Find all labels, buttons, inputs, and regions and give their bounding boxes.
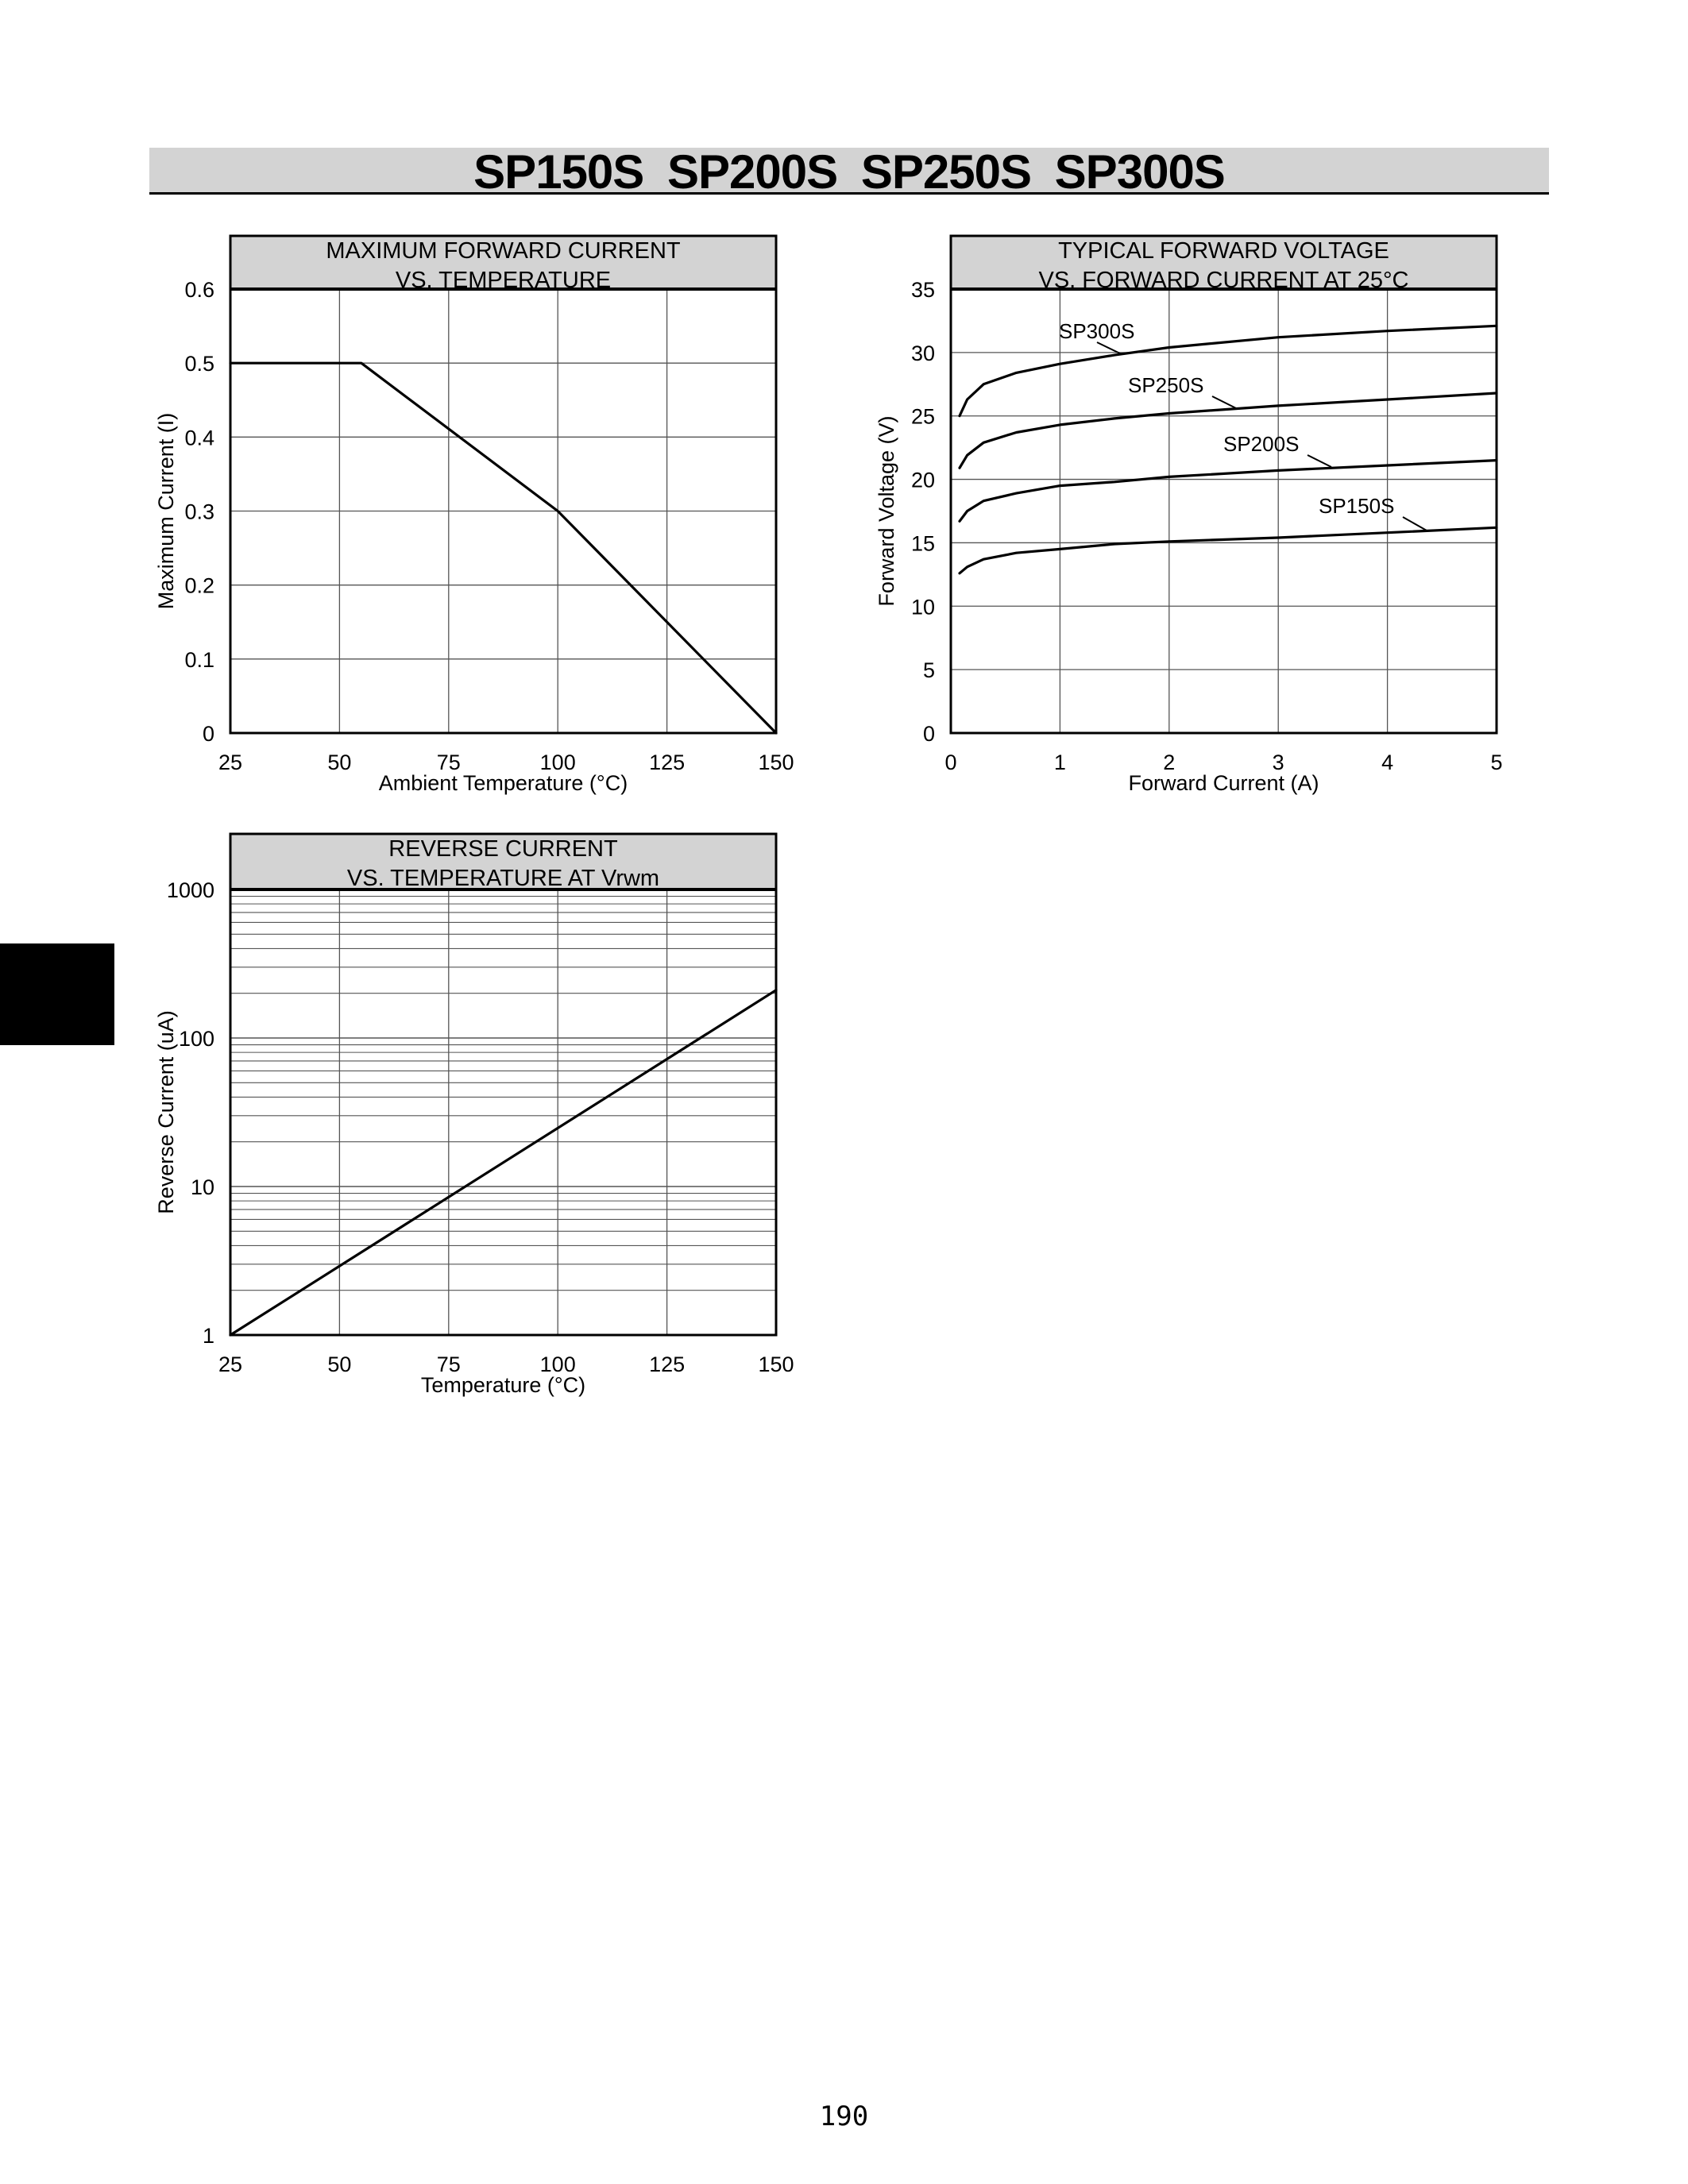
x-tick-label: 5 [1490,751,1503,774]
x-axis-label: Temperature (°C) [420,1373,586,1397]
chart-title-line: REVERSE CURRENT [388,836,618,862]
x-tick-label: 75 [436,1352,461,1376]
y-tick-label: 5 [922,658,935,683]
plot-frame [230,834,776,1335]
y-tick-label: 0.6 [184,278,214,302]
series-label: SP250S [1128,373,1204,397]
chart-title-line: TYPICAL FORWARD VOLTAGE [1058,238,1389,264]
x-tick-label: 1 [1053,751,1066,774]
y-tick-label: 25 [910,404,935,429]
y-tick-label: 15 [910,531,935,556]
y-tick-label: 10 [190,1175,214,1199]
chart-title-line: VS. TEMPERATURE [395,268,612,293]
x-tick-label: 125 [649,751,686,774]
x-tick-label: 4 [1381,751,1394,774]
x-tick-label: 75 [436,751,461,774]
series-label: SP150S [1319,494,1395,518]
y-tick-label: 35 [910,278,935,302]
page-title: SP150S SP200S SP250S SP300S [473,145,1225,199]
y-tick-label: 0.2 [184,573,214,598]
x-axis-label: Ambient Temperature (°C) [378,771,628,795]
y-tick-label: 0 [922,722,935,746]
y-tick-label: 10 [910,595,935,619]
x-tick-label: 150 [758,1352,794,1376]
x-tick-label: 2 [1163,751,1176,774]
y-tick-label: 0.5 [184,352,214,376]
x-tick-label: 0 [944,751,957,774]
y-axis-label: Maximum Current (I) [154,412,178,610]
y-tick-label: 0.4 [184,426,214,450]
chart-title-line: MAXIMUM FORWARD CURRENT [326,238,681,264]
y-axis-label: Forward Voltage (V) [875,415,898,607]
gridlines [230,889,776,1335]
page-number: 190 [819,2101,869,2132]
y-tick-label: 0.3 [184,500,214,524]
y-tick-label: 100 [178,1027,214,1051]
x-axis-label: Forward Current (A) [1128,771,1319,795]
x-tick-label: 50 [327,1352,352,1376]
y-tick-label: 1000 [166,878,214,902]
y-axis-label: Reverse Current (uA) [154,1010,178,1214]
x-tick-label: 25 [218,1352,243,1376]
y-tick-label: 0 [202,722,214,746]
x-tick-label: 150 [758,751,794,774]
x-tick-label: 3 [1272,751,1284,774]
x-tick-label: 125 [649,1352,686,1376]
y-tick-label: 30 [910,341,935,365]
x-tick-label: 25 [218,751,243,774]
x-tick-label: 100 [539,751,576,774]
x-tick-label: 50 [327,751,352,774]
chart-title-line: VS. TEMPERATURE AT Vrwm [346,866,660,891]
x-tick-label: 100 [539,1352,576,1376]
series-label: SP200S [1223,432,1300,456]
series-label: SP300S [1059,319,1135,343]
chart-title-line: VS. FORWARD CURRENT AT 25°C [1038,268,1409,293]
series-line [230,990,776,1335]
y-tick-label: 1 [202,1324,214,1348]
y-tick-label: 20 [910,468,935,492]
y-tick-label: 0.1 [184,647,214,672]
